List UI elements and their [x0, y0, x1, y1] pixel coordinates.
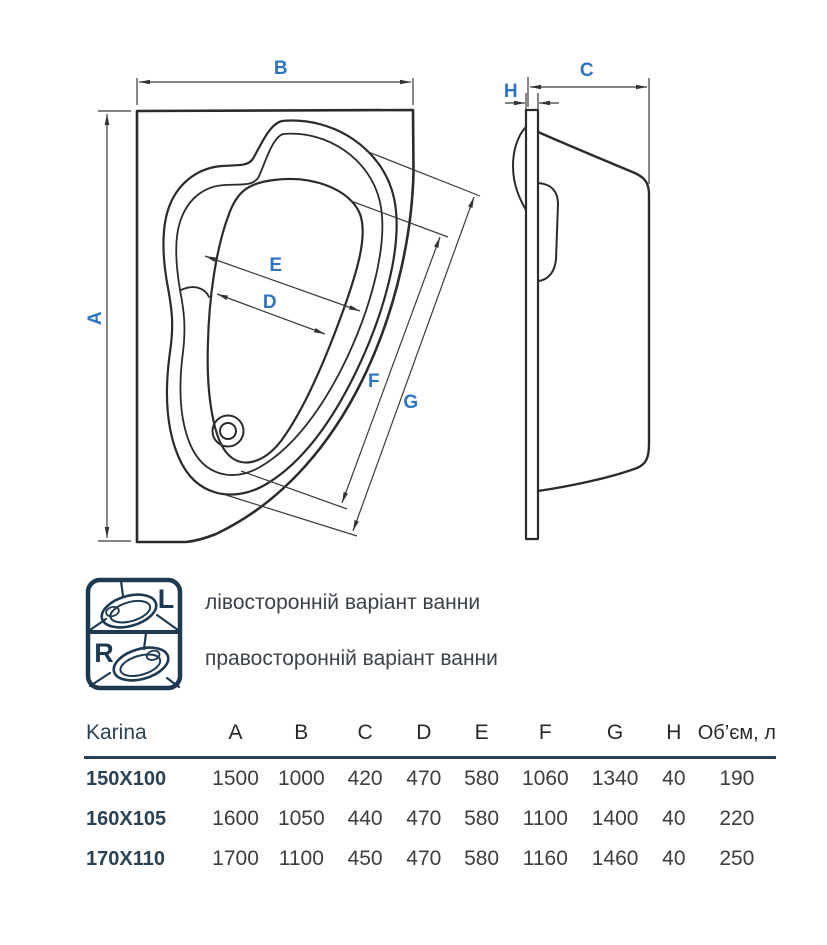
row-size-label: 150X100	[86, 767, 167, 790]
dim-label-h: H	[503, 81, 519, 102]
drain-inner	[220, 423, 236, 439]
table-header-row	[84, 710, 776, 758]
cell-f: 1100	[522, 807, 568, 830]
cell-a: 1700	[212, 847, 259, 870]
cell-c: 420	[347, 767, 383, 790]
row-size-label: 170X110	[86, 847, 165, 870]
col-header-e: E	[453, 710, 511, 758]
col-header-a: A	[204, 710, 268, 758]
cell-d: 470	[406, 847, 442, 870]
table-row	[84, 839, 776, 879]
cell-f: 1160	[522, 847, 568, 870]
dim-label-d: D	[262, 292, 278, 313]
cell-b: 1000	[277, 767, 325, 790]
dim-line-b	[137, 78, 413, 105]
col-header-b: B	[267, 710, 335, 758]
legend-left-letter: L	[157, 584, 175, 614]
orientation-legend-icon	[88, 580, 180, 688]
cell-g: 1340	[591, 767, 639, 790]
row-size-label: 160X105	[86, 807, 167, 830]
table-row	[84, 758, 776, 800]
cell-b: 1050	[277, 807, 325, 830]
cell-b: 1100	[278, 847, 324, 870]
cell-volume: 190	[719, 767, 755, 790]
col-header-c: C	[335, 710, 395, 758]
side-apron-panel	[526, 110, 538, 539]
dim-line-a	[98, 111, 131, 541]
cell-volume: 220	[719, 807, 755, 830]
col-header-f: F	[510, 710, 580, 758]
side-body	[538, 132, 649, 491]
cell-d: 470	[406, 807, 442, 830]
cell-d: 470	[406, 767, 442, 790]
table-model-name: Karina	[84, 710, 204, 758]
col-header-d: D	[395, 710, 453, 758]
cell-h: 40	[662, 847, 686, 870]
cell-volume: 250	[719, 847, 755, 870]
cell-g: 1460	[591, 847, 639, 870]
col-header-g: G	[580, 710, 650, 758]
cell-h: 40	[662, 767, 686, 790]
cell-a: 1500	[212, 767, 259, 790]
legend-right-letter: R	[94, 638, 114, 668]
cell-f: 1060	[521, 767, 569, 790]
cell-a: 1600	[212, 807, 259, 830]
cell-h: 40	[662, 807, 686, 830]
dim-label-f: F	[367, 371, 381, 392]
headrest-ledge	[181, 287, 209, 297]
tub-rim-outer	[163, 120, 396, 494]
cell-c: 450	[347, 847, 383, 870]
side-headrest-bulge	[513, 127, 526, 210]
col-header-volume: Об’єм, л	[698, 710, 776, 758]
dim-line-c	[528, 77, 649, 184]
dim-label-a: A	[85, 310, 106, 326]
legend-right-cell	[90, 633, 179, 687]
legend-right-variant-text: правосторонній варіант ванни	[205, 647, 498, 670]
dim-label-e: E	[269, 255, 283, 276]
cell-g: 1400	[591, 807, 639, 830]
dimensions-table	[84, 710, 776, 879]
tub-rim-inner	[176, 134, 382, 475]
dim-label-g: G	[403, 392, 419, 413]
dimension-lines	[98, 77, 649, 541]
dim-label-b: B	[273, 58, 289, 79]
cell-e: 580	[464, 767, 500, 790]
legend-left-variant-text: лівосторонній варіант ванни	[205, 591, 481, 614]
legend-left-cell	[90, 581, 178, 633]
cell-e: 580	[464, 847, 500, 870]
dim-label-c: C	[579, 60, 595, 81]
cell-e: 580	[464, 807, 500, 830]
side-view	[513, 110, 649, 539]
side-seat-recess	[538, 183, 558, 281]
cell-c: 440	[347, 807, 383, 830]
table-row	[84, 799, 776, 839]
col-header-h: H	[650, 710, 698, 758]
